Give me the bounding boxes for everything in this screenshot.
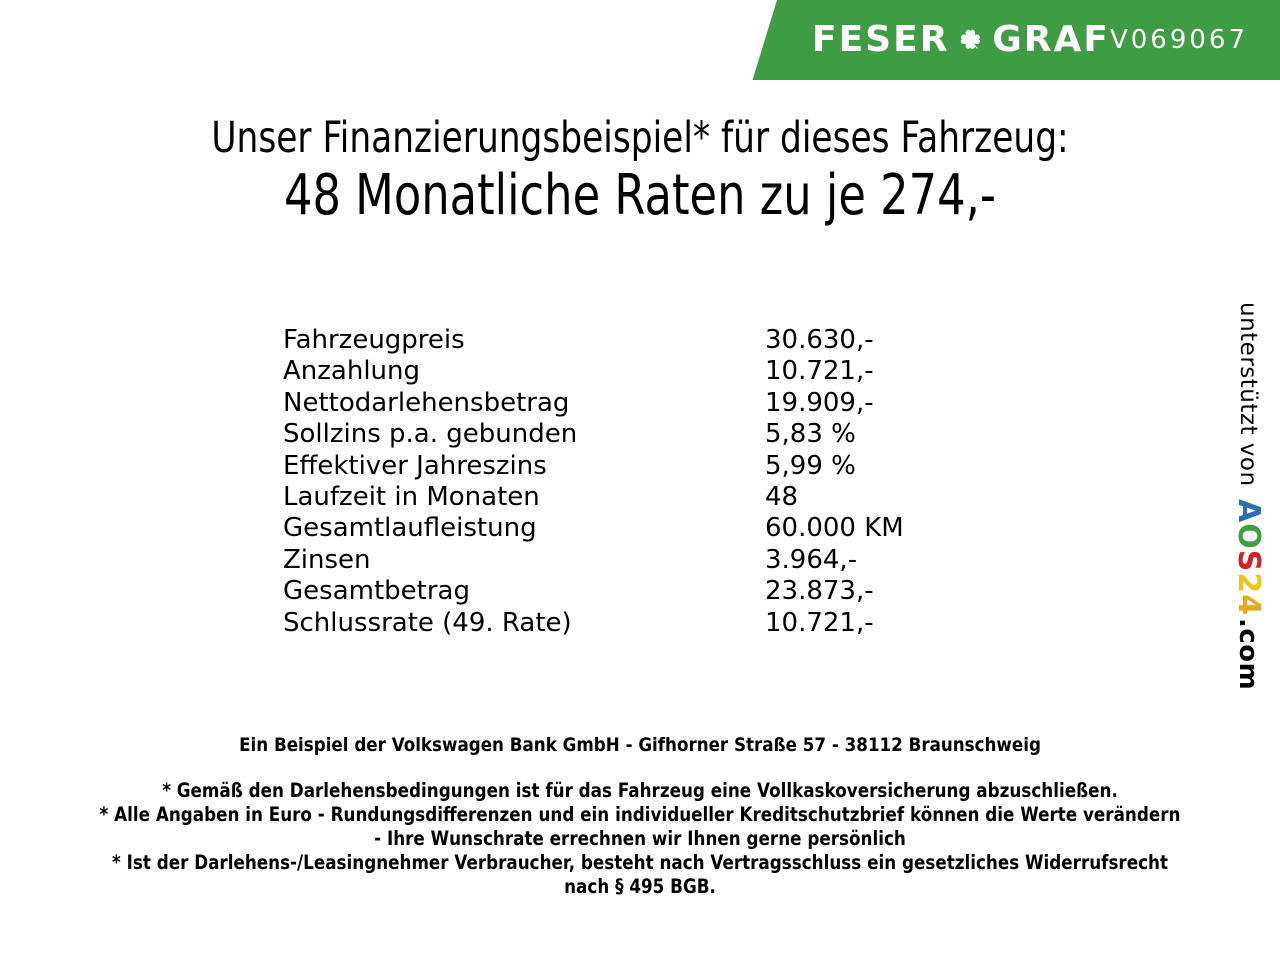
row-label: Gesamtbetrag — [283, 576, 470, 607]
support-prefix: unterstützt von — [1235, 302, 1261, 487]
row-value: 19.909,- — [765, 387, 874, 418]
row-value: 10.721,- — [765, 607, 874, 638]
row-label: Sollzins p.a. gebunden — [283, 419, 578, 450]
table-row — [283, 608, 904, 639]
offer-rate-headline: 48 Monatliche Raten zu je 274,- — [283, 163, 997, 228]
row-value: 10.721,- — [765, 356, 874, 387]
table-row — [283, 388, 904, 419]
bank-info-line: Ein Beispiel der Volkswagen Bank GmbH - Gifhorner Straße 57 - 38112 Braunschweig — [239, 734, 1041, 756]
aos-letter-a: A — [1231, 498, 1266, 523]
row-value: 30.630,- — [765, 325, 874, 355]
brand-name-graf: GRAF — [992, 19, 1110, 60]
row-value: 3.964,- — [765, 544, 858, 575]
table-row — [283, 451, 904, 482]
brand-name-feser: FESER — [812, 19, 950, 60]
row-value: 48 — [765, 482, 799, 513]
table-row — [283, 419, 904, 450]
aos-letter-s: S — [1231, 549, 1266, 572]
row-label: Laufzeit in Monaten — [283, 482, 540, 513]
row-label: Nettodarlehensbetrag — [283, 387, 570, 418]
table-row — [283, 576, 904, 607]
row-label: Fahrzeugpreis — [283, 325, 465, 355]
row-label: Anzahlung — [283, 356, 421, 387]
vehicle-id: V069067 — [1109, 25, 1248, 55]
disclaimer-line: * Ist der Darlehens-/Leasingnehmer Verbraucher, besteht nach Vertragsschluss ein gesetzliches Widerrufsrecht — [112, 851, 1168, 874]
offer-title: Unser Finanzierungsbeispiel* für dieses Fahrzeug: — [211, 113, 1069, 163]
row-label: Zinsen — [283, 544, 371, 575]
table-row — [283, 325, 904, 356]
disclaimer-line: nach § 495 BGB. — [564, 875, 716, 898]
disclaimer-block — [90, 779, 1191, 899]
table-row — [283, 482, 904, 513]
table-row — [283, 356, 904, 387]
financing-table — [283, 325, 904, 639]
disclaimer-line: * Gemäß den Darlehensbedingungen ist für das Fahrzeug eine Vollkaskoversicherung abzuschließen. — [162, 779, 1118, 802]
headline-block — [0, 114, 1280, 228]
row-label: Gesamtlaufleistung — [283, 513, 537, 544]
table-row — [283, 545, 904, 576]
row-label: Effektiver Jahreszins — [283, 450, 547, 481]
brand-banner-content — [812, 0, 1248, 80]
row-value: 60.000 KM — [765, 513, 904, 544]
aos-digit-4: 4 — [1231, 593, 1266, 616]
clover-icon — [959, 19, 982, 61]
disclaimer-line: - Ihre Wunschrate errechnen wir Ihnen gerne persönlich — [374, 827, 906, 850]
row-value: 23.873,- — [765, 576, 874, 607]
row-value: 5,83 % — [765, 419, 856, 450]
table-row — [283, 513, 904, 544]
aos24-logo — [1231, 499, 1266, 616]
row-value: 5,99 % — [765, 450, 856, 481]
disclaimer-line: * Alle Angaben in Euro - Rundungsdifferenzen und ein individueller Kreditschutzbrief können die Werte verändern — [99, 803, 1181, 826]
aos-domain-suffix: .com — [1233, 617, 1263, 690]
support-badge — [1226, 302, 1266, 692]
aos-digit-2: 2 — [1231, 571, 1266, 594]
aos-letter-o: O — [1231, 522, 1266, 550]
row-label: Schlussrate (49. Rate) — [283, 607, 572, 638]
